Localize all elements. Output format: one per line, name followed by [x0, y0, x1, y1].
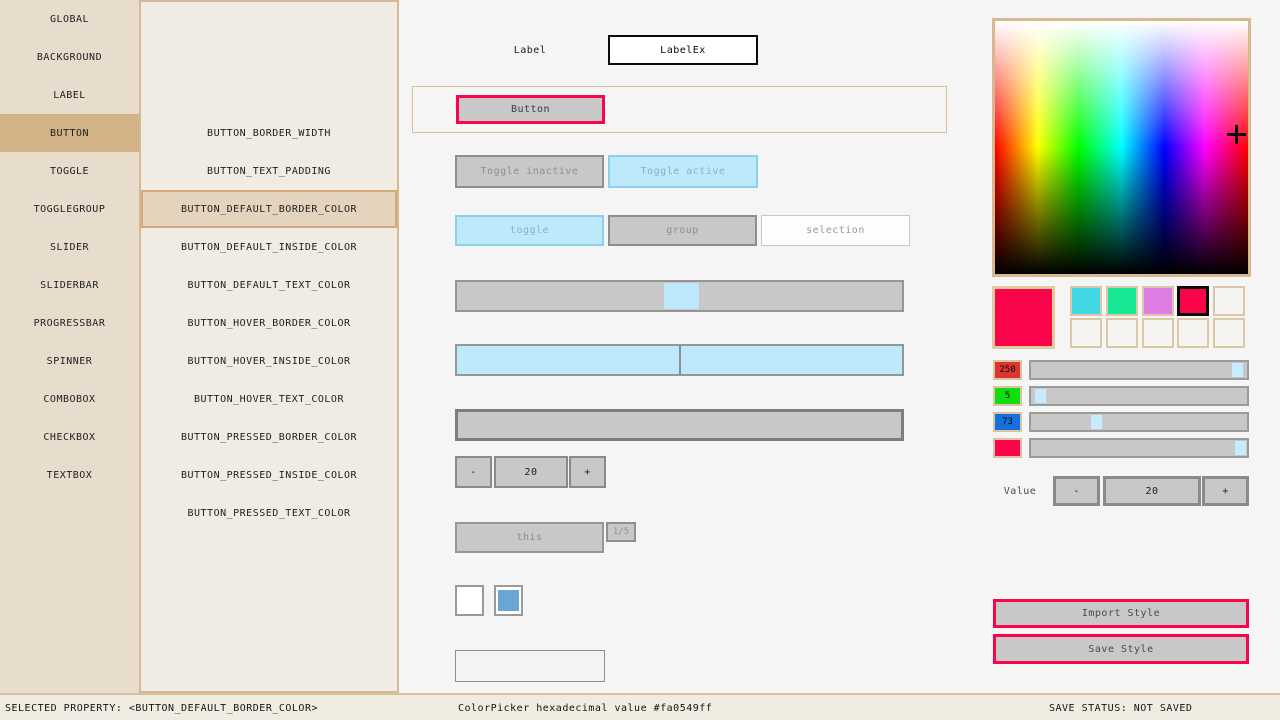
alpha-slider-handle[interactable] [1235, 441, 1246, 455]
preview-spinner-decrement-button[interactable]: - [455, 456, 492, 488]
preview-progressbar [455, 409, 904, 441]
palette-swatch-cyan[interactable] [1070, 286, 1102, 316]
red-channel-slider[interactable] [1029, 360, 1249, 380]
sidebar-item-textbox[interactable]: TEXTBOX [46, 469, 93, 481]
blue-channel-slider[interactable] [1029, 412, 1249, 432]
preview-combobox-page-indicator: 1/5 [606, 522, 636, 542]
preview-togglegroup-selection[interactable]: selection [761, 215, 910, 246]
sliderbar-handle[interactable] [679, 346, 681, 374]
property-item-border-width[interactable]: BUTTON_BORDER_WIDTH [207, 127, 331, 139]
property-item-pressed-text-color[interactable]: BUTTON_PRESSED_TEXT_COLOR [187, 507, 351, 519]
preview-label-value-box: LabelEx [608, 35, 758, 65]
sidebar-item-background[interactable]: BACKGROUND [36, 51, 103, 63]
status-bar [0, 693, 1280, 720]
preview-slider[interactable] [455, 280, 904, 312]
sidebar-item-sliderbar[interactable]: SLIDERBAR [40, 279, 99, 291]
category-sidebar [0, 0, 139, 693]
property-item-default-inside-color[interactable]: BUTTON_DEFAULT_INSIDE_COLOR [180, 241, 358, 253]
green-channel-value-badge: 5 [993, 386, 1022, 406]
preview-button[interactable]: Button [456, 95, 605, 124]
property-item-hover-text-color[interactable]: BUTTON_HOVER_TEXT_COLOR [194, 393, 344, 405]
preview-label-caption: Label [513, 44, 547, 56]
green-channel-slider[interactable] [1029, 386, 1249, 406]
preview-checkbox-checked[interactable] [494, 585, 523, 616]
colorpicker-gradient-field[interactable] [992, 18, 1251, 277]
value-spinner-value: 20 [1103, 476, 1201, 506]
preview-toggle-inactive[interactable]: Toggle inactive [455, 155, 604, 188]
palette-swatch-empty[interactable] [1213, 318, 1245, 348]
sidebar-item-progressbar[interactable]: PROGRESSBAR [33, 317, 106, 329]
sidebar-item-togglegroup[interactable]: TOGGLEGROUP [33, 203, 106, 215]
preview-togglegroup-toggle[interactable]: toggle [455, 215, 604, 246]
slider-handle[interactable] [664, 283, 699, 309]
preview-checkbox-unchecked[interactable] [455, 585, 484, 616]
crosshair-icon [1235, 125, 1238, 144]
colorpicker-hex-status: ColorPicker hexadecimal value #fa0549ff [458, 703, 713, 714]
property-item-text-padding[interactable]: BUTTON_TEXT_PADDING [207, 165, 331, 177]
property-item-hover-inside-color[interactable]: BUTTON_HOVER_INSIDE_COLOR [187, 355, 351, 367]
red-slider-handle[interactable] [1232, 363, 1243, 377]
property-item-pressed-inside-color[interactable]: BUTTON_PRESSED_INSIDE_COLOR [180, 469, 358, 481]
sidebar-item-label[interactable]: LABEL [53, 89, 86, 101]
selected-property-status: SELECTED PROPERTY: <BUTTON_DEFAULT_BORDER_COLOR> [5, 703, 318, 714]
preview-textbox[interactable] [455, 650, 605, 682]
alpha-channel-slider[interactable] [1029, 438, 1249, 458]
value-spinner-decrement-button[interactable]: - [1053, 476, 1100, 506]
blue-channel-value-badge: 73 [993, 412, 1022, 432]
sidebar-item-checkbox[interactable]: CHECKBOX [43, 431, 96, 443]
property-item-pressed-border-color[interactable]: BUTTON_PRESSED_BORDER_COLOR [180, 431, 358, 443]
sidebar-item-combobox[interactable]: COMBOBOX [43, 393, 96, 405]
palette-swatch-empty[interactable] [1106, 318, 1138, 348]
green-slider-handle[interactable] [1035, 389, 1046, 403]
preview-toggle-active[interactable]: Toggle active [608, 155, 758, 188]
sidebar-item-global[interactable]: GLOBAL [49, 13, 90, 25]
sidebar-item-button[interactable]: BUTTON [0, 114, 139, 152]
preview-sliderbar[interactable] [455, 344, 904, 376]
blue-slider-handle[interactable] [1091, 415, 1102, 429]
save-status: SAVE STATUS: NOT SAVED [1049, 703, 1193, 714]
value-spinner-label: Value [1003, 485, 1037, 497]
palette-swatch-crimson-selected[interactable] [1177, 286, 1209, 316]
red-channel-value-badge: 250 [993, 360, 1022, 380]
current-color-swatch [992, 286, 1055, 349]
palette-swatch-empty[interactable] [1177, 318, 1209, 348]
alpha-channel-color-badge [993, 438, 1022, 458]
palette-swatch-empty[interactable] [1142, 318, 1174, 348]
palette-swatch-orchid[interactable] [1142, 286, 1174, 316]
property-item-hover-border-color[interactable]: BUTTON_HOVER_BORDER_COLOR [187, 317, 351, 329]
sidebar-item-slider[interactable]: SLIDER [49, 241, 90, 253]
property-list-panel [139, 0, 399, 693]
preview-spinner-value: 20 [494, 456, 568, 488]
sidebar-item-toggle[interactable]: TOGGLE [49, 165, 90, 177]
save-style-button[interactable]: Save Style [993, 634, 1249, 664]
value-spinner-increment-button[interactable]: + [1202, 476, 1249, 506]
property-item-default-text-color[interactable]: BUTTON_DEFAULT_TEXT_COLOR [187, 279, 351, 291]
property-item-default-border-color[interactable]: BUTTON_DEFAULT_BORDER_COLOR [141, 190, 397, 228]
sidebar-item-spinner[interactable]: SPINNER [46, 355, 93, 367]
preview-togglegroup-group[interactable]: group [608, 215, 757, 246]
palette-swatch-empty[interactable] [1070, 318, 1102, 348]
checkbox-checkmark [498, 590, 519, 611]
preview-combobox[interactable]: this [455, 522, 604, 553]
preview-spinner-increment-button[interactable]: + [569, 456, 606, 488]
import-style-button[interactable]: Import Style [993, 599, 1249, 628]
palette-swatch-empty[interactable] [1213, 286, 1245, 316]
palette-swatch-green[interactable] [1106, 286, 1138, 316]
